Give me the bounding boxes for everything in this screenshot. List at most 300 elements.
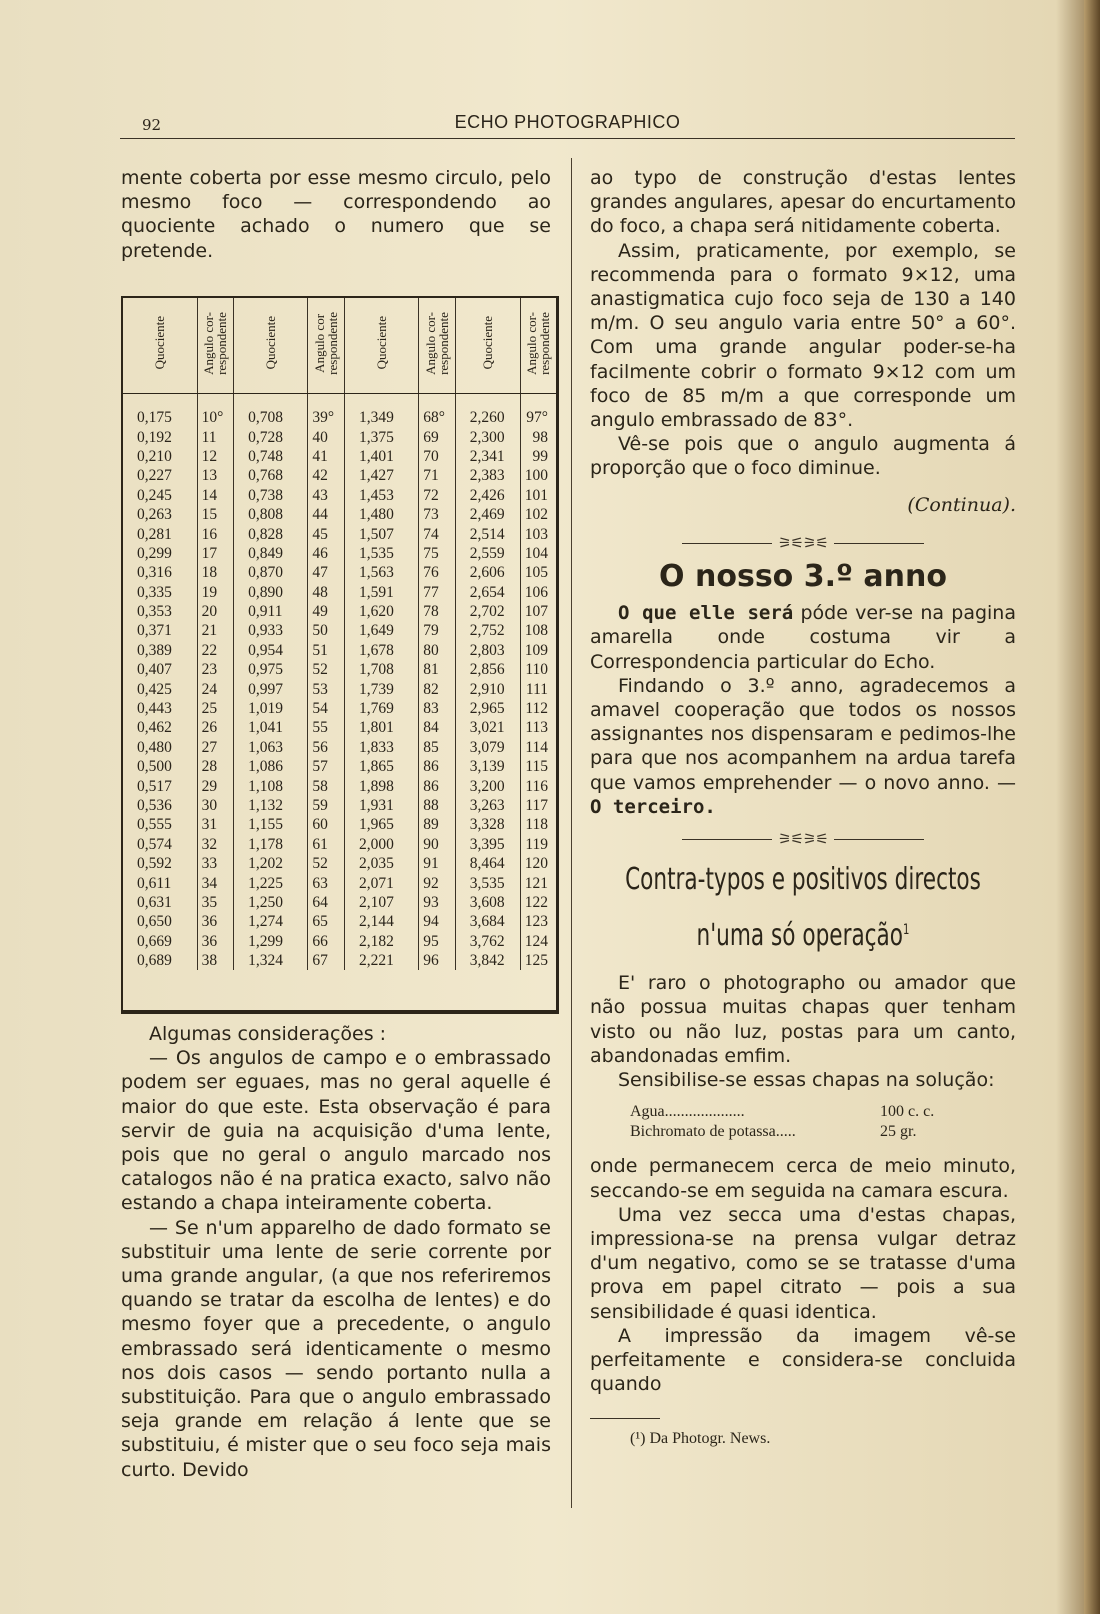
section-signature: O terceiro. xyxy=(590,795,716,818)
angle-cell: 55 xyxy=(308,718,345,737)
angle-cell: 44 xyxy=(308,505,345,524)
quotient-cell: 0,611 xyxy=(123,873,197,892)
quotient-cell: 0,353 xyxy=(123,602,197,621)
quotient-cell: 3,395 xyxy=(455,835,520,854)
quotient-cell: 3,535 xyxy=(455,873,520,892)
quotient-cell: 2,035 xyxy=(344,854,418,873)
angle-cell: 16 xyxy=(197,524,234,543)
angle-cell: 111 xyxy=(525,680,548,698)
table-row xyxy=(123,776,556,795)
table-row xyxy=(123,427,556,446)
angle-cell: 73 xyxy=(419,505,456,524)
table-row xyxy=(123,602,556,621)
quotient-cell: 2,606 xyxy=(455,563,520,582)
angle-cell: 18 xyxy=(197,563,234,582)
angle-cell: 63 xyxy=(308,873,345,892)
angle-cell: 72 xyxy=(419,486,456,505)
angle-cell: 71 xyxy=(419,466,456,485)
angle-cell: 81 xyxy=(419,660,456,679)
column-divider xyxy=(571,158,572,1508)
quotient-cell: 0,389 xyxy=(123,641,197,660)
angle-cell: 79 xyxy=(419,621,456,640)
quotient-cell: 3,263 xyxy=(455,796,520,815)
quotient-cell: 2,182 xyxy=(344,932,418,951)
angle-cell: 38 xyxy=(197,951,234,970)
angle-cell: 17 xyxy=(197,544,234,563)
quotient-cell: 2,000 xyxy=(344,835,418,854)
angle-cell: 121 xyxy=(524,874,548,892)
angle-cell: 105 xyxy=(524,564,548,582)
quotient-cell: 2,559 xyxy=(455,544,520,563)
quotient-cell: 1,401 xyxy=(344,447,418,466)
quotient-cell: 0,849 xyxy=(234,544,308,563)
table-row xyxy=(123,563,556,582)
angle-cell: 94 xyxy=(419,912,456,931)
quotient-cell: 1,801 xyxy=(344,718,418,737)
angle-cell: 54 xyxy=(308,699,345,718)
angle-cell: 118 xyxy=(525,816,548,834)
quotient-cell: 0,462 xyxy=(123,718,197,737)
quotient-cell: 1,769 xyxy=(344,699,418,718)
quotient-cell: 0,669 xyxy=(123,932,197,951)
quotient-cell: 1,931 xyxy=(344,796,418,815)
quotient-cell: 1,649 xyxy=(344,621,418,640)
quotient-cell: 1,833 xyxy=(344,738,418,757)
quotient-cell: 1,132 xyxy=(234,796,308,815)
quotient-cell: 1,086 xyxy=(234,757,308,776)
quotient-cell: 2,965 xyxy=(455,699,520,718)
angle-cell: 52 xyxy=(308,854,345,873)
angle-cell: 78 xyxy=(419,602,456,621)
recipe-item-bichromate: Bichromato de potassa..... 25 gr. xyxy=(630,1123,917,1141)
quotient-cell: 0,708 xyxy=(234,394,308,428)
angle-cell: 26 xyxy=(197,718,234,737)
angle-cell: 113 xyxy=(525,719,548,737)
quotient-cell: 0,299 xyxy=(123,544,197,563)
quotient-cell: 1,375 xyxy=(344,427,418,446)
continua-note: (Continua). xyxy=(907,493,1016,516)
angle-cell: 56 xyxy=(308,738,345,757)
quotient-cell: 0,911 xyxy=(234,602,308,621)
angle-cell: 14 xyxy=(197,486,234,505)
quotient-cell: 2,300 xyxy=(455,427,520,446)
angle-cell: 125 xyxy=(524,952,548,970)
quotient-cell: 1,178 xyxy=(234,835,308,854)
table-row xyxy=(123,796,556,815)
angle-cell: 58 xyxy=(308,776,345,795)
footnote-rule xyxy=(590,1418,660,1419)
quotient-cell: 0,808 xyxy=(234,505,308,524)
angle-cell: 69 xyxy=(419,427,456,446)
table-row xyxy=(123,524,556,543)
quotient-cell: 0,975 xyxy=(234,660,308,679)
quotient-cell: 1,299 xyxy=(234,932,308,951)
quotient-cell: 3,328 xyxy=(455,815,520,834)
quotient-cell: 2,910 xyxy=(455,679,520,698)
table-header-quotient: Quociente xyxy=(344,298,418,394)
angle-cell: 82 xyxy=(419,679,456,698)
table-row xyxy=(123,738,556,757)
table-row xyxy=(123,394,556,428)
table-row xyxy=(123,660,556,679)
quotient-angle-table xyxy=(121,296,559,1014)
angle-cell: 49 xyxy=(308,602,345,621)
angle-cell: 53 xyxy=(308,679,345,698)
left-intro xyxy=(121,166,551,263)
quotient-cell: 2,702 xyxy=(455,602,520,621)
quotient-cell: 0,933 xyxy=(234,621,308,640)
table-row xyxy=(123,932,556,951)
quotient-cell: 0,870 xyxy=(234,563,308,582)
angle-cell: 120 xyxy=(524,855,548,873)
angle-cell: 109 xyxy=(524,641,548,659)
quotient-cell: 0,480 xyxy=(123,738,197,757)
quotient-cell: 1,739 xyxy=(344,679,418,698)
angle-cell: 21 xyxy=(197,621,234,640)
table-row xyxy=(123,912,556,931)
quotient-cell: 3,021 xyxy=(455,718,520,737)
table-row xyxy=(123,951,556,970)
quotient-cell: 1,250 xyxy=(234,893,308,912)
angle-cell: 86 xyxy=(419,757,456,776)
title-footnote-mark: 1 xyxy=(903,922,910,939)
quotient-cell: 0,425 xyxy=(123,679,197,698)
quotient-cell: 0,517 xyxy=(123,776,197,795)
right-column xyxy=(590,166,1016,1452)
footnote: (¹) Da Photogr. News. xyxy=(630,1430,771,1448)
angle-cell: 36 xyxy=(197,912,234,931)
angle-cell: 112 xyxy=(525,700,548,718)
quotient-cell: 0,281 xyxy=(123,524,197,543)
quotient-cell: 0,631 xyxy=(123,893,197,912)
quotient-cell: 1,041 xyxy=(234,718,308,737)
angle-cell: 66 xyxy=(308,932,345,951)
table-row xyxy=(123,679,556,698)
quotient-cell: 0,738 xyxy=(234,486,308,505)
angle-cell: 101 xyxy=(524,486,548,504)
quotient-cell: 0,175 xyxy=(123,394,197,428)
quotient-cell: 0,650 xyxy=(123,912,197,931)
quotient-cell: 0,728 xyxy=(234,427,308,446)
page-number: 92 xyxy=(142,116,162,134)
quotient-cell: 0,954 xyxy=(234,641,308,660)
quotient-cell: 0,592 xyxy=(123,854,197,873)
quotient-cell: 1,108 xyxy=(234,776,308,795)
angle-cell: 84 xyxy=(419,718,456,737)
table-row xyxy=(123,873,556,892)
paragraph-angles: — Os angulos de campo e o embrassado podem ser eguaes, mas no geral aquelle é maior do que este. Esta observação é para servir de guia na acquisição d'uma lente, pois que no geral o angulo marcado nos catalogos não é na pratica exacto, salvo não estando a chapa inteiramente coberta. xyxy=(121,1047,551,1215)
angle-cell: 61 xyxy=(308,835,345,854)
table-header-angle: Angulo cor respondente xyxy=(308,298,345,394)
angle-cell: 97° xyxy=(526,409,548,427)
angle-cell: 47 xyxy=(308,563,345,582)
angle-cell: 76 xyxy=(419,563,456,582)
table-row xyxy=(123,815,556,834)
angle-cell: 31 xyxy=(197,815,234,834)
table-row xyxy=(123,466,556,485)
quotient-cell: 0,245 xyxy=(123,486,197,505)
angle-cell: 64 xyxy=(308,893,345,912)
angle-cell: 77 xyxy=(419,583,456,602)
article-title xyxy=(614,855,993,961)
quotient-cell: 3,762 xyxy=(455,932,520,951)
quotient-cell: 2,469 xyxy=(455,505,520,524)
angle-cell: 60 xyxy=(308,815,345,834)
angle-cell: 43 xyxy=(308,486,345,505)
table-header-row xyxy=(123,298,556,394)
quotient-cell: 2,856 xyxy=(455,660,520,679)
angle-cell: 59 xyxy=(308,796,345,815)
quotient-cell: 1,274 xyxy=(234,912,308,931)
table-row xyxy=(123,893,556,912)
intro-paragraph: mente coberta por esse mesmo circulo, pelo mesmo foco — correspondendo ao quociente achado o numero que se pretende. xyxy=(121,167,551,262)
angle-cell: 115 xyxy=(525,758,548,776)
quotient-cell: 1,965 xyxy=(344,815,418,834)
angle-cell: 119 xyxy=(525,835,548,853)
angle-cell: 29 xyxy=(197,776,234,795)
angle-cell: 40 xyxy=(308,427,345,446)
quotient-cell: 1,563 xyxy=(344,563,418,582)
angle-cell: 57 xyxy=(308,757,345,776)
recipe-list xyxy=(630,1102,1016,1142)
article-paragraph-2: Sensibilise-se essas chapas na solução: xyxy=(618,1069,995,1092)
quotient-cell: 1,453 xyxy=(344,486,418,505)
quotient-cell: 1,898 xyxy=(344,776,418,795)
quotient-cell: 0,263 xyxy=(123,505,197,524)
table-row xyxy=(123,544,556,563)
angle-cell: 34 xyxy=(197,873,234,892)
quotient-cell: 2,654 xyxy=(455,583,520,602)
table-row xyxy=(123,835,556,854)
quotient-cell: 1,708 xyxy=(344,660,418,679)
quotient-cell: 1,507 xyxy=(344,524,418,543)
table-row xyxy=(123,641,556,660)
quotient-cell: 0,371 xyxy=(123,621,197,640)
quotient-cell: 0,536 xyxy=(123,796,197,815)
quotient-cell: 0,192 xyxy=(123,427,197,446)
right-paragraph-3: Vê-se pois que o angulo augmenta á proporção que o foco diminue. xyxy=(590,433,1016,480)
angle-cell: 19 xyxy=(197,583,234,602)
article-paragraph-5: A impressão da imagem vê-se perfeitamente e considera-se concluida quando xyxy=(590,1324,1016,1396)
angle-cell: 42 xyxy=(308,466,345,485)
angle-cell: 68° xyxy=(419,394,456,428)
article-paragraph-1: E' raro o photographo ou amador que não possua muitas chapas quer tenham visto ou não luz, postas para um canto, abandonadas emfim. xyxy=(590,972,1016,1067)
angle-cell: 67 xyxy=(308,951,345,970)
table-header-quotient: Quociente xyxy=(234,298,308,394)
quotient-cell: 0,890 xyxy=(234,583,308,602)
section-paragraph-2: Findando o 3.º anno, agradecemos a amavel cooperação que todos os nossos assignantes nos dispensaram e pedimos-lhe para que nos acompanhem na ardua tarefa que vamos emprehender — o novo anno. — xyxy=(590,674,1016,794)
table-header-angle: Angulo cor- respondente xyxy=(197,298,234,394)
quotient-cell: 0,574 xyxy=(123,835,197,854)
quotient-cell: 2,071 xyxy=(344,873,418,892)
table-body xyxy=(123,394,556,971)
quotient-cell: 1,063 xyxy=(234,738,308,757)
quotient-cell: 8,464 xyxy=(455,854,520,873)
angle-cell: 122 xyxy=(524,893,548,911)
article-paragraph-3: onde permanecem cerca de meio minuto, seccando-se em seguida na camara escura. xyxy=(590,1155,1016,1202)
angle-cell: 30 xyxy=(197,796,234,815)
quotient-cell: 1,324 xyxy=(234,951,308,970)
journal-title: ECHO PHOTOGRAPHICO xyxy=(454,112,681,132)
ornament-divider-2: ⚞⚟⚞⚟ xyxy=(590,827,1016,851)
angle-cell: 12 xyxy=(197,447,234,466)
angle-cell: 52 xyxy=(308,660,345,679)
paragraph-substitution: — Se n'um apparelho de dado formato se substituir uma lente de serie corrente por uma grande angular, (a que nos referiremos quando se tratar da escolha de lentes) e do mesmo foyer que a precedente, o angulo embrassado será identicamente o mesmo nos dois casos — sendo portanto nulla a substituição. Para que o angulo embrassado seja grande em relação á lente que se substituiu, é mister que o seu foco seja mais curto. Devido xyxy=(121,1216,551,1481)
angle-cell: 22 xyxy=(197,641,234,660)
section-title-anniversary: O nosso 3.º anno xyxy=(659,559,947,595)
angle-cell: 41 xyxy=(308,447,345,466)
quotient-cell: 0,689 xyxy=(123,951,197,970)
angle-cell: 83 xyxy=(419,699,456,718)
angle-cell: 65 xyxy=(308,912,345,931)
quotient-cell: 2,383 xyxy=(455,466,520,485)
angle-cell: 23 xyxy=(197,660,234,679)
angle-cell: 110 xyxy=(525,661,548,679)
quotient-cell: 2,144 xyxy=(344,912,418,931)
article-title-line-2: n'uma só operação xyxy=(696,918,904,954)
page-header xyxy=(120,104,1015,139)
table-row xyxy=(123,621,556,640)
angle-cell: 96 xyxy=(419,951,456,970)
angle-cell: 25 xyxy=(197,699,234,718)
angle-cell: 70 xyxy=(419,447,456,466)
article-paragraph-4: Uma vez secca uma d'estas chapas, impressiona-se na prensa vulgar detraz d'um negativo, como se se tratasse d'uma prova em papel citrato — pois a sua sensibilidade é quasi identica. xyxy=(590,1203,1016,1323)
quotient-cell: 2,341 xyxy=(455,447,520,466)
quotient-cell: 3,684 xyxy=(455,912,520,931)
quotient-cell: 1,349 xyxy=(344,394,418,428)
angle-cell: 11 xyxy=(197,427,234,446)
quotient-cell: 0,748 xyxy=(234,447,308,466)
quotient-cell: 0,997 xyxy=(234,679,308,698)
angle-cell: 93 xyxy=(419,893,456,912)
quotient-cell: 1,620 xyxy=(344,602,418,621)
angle-cell: 108 xyxy=(524,622,548,640)
table-row xyxy=(123,699,556,718)
quotient-cell: 0,335 xyxy=(123,583,197,602)
table-row xyxy=(123,718,556,737)
quotient-cell: 2,260 xyxy=(455,394,520,428)
angle-cell: 104 xyxy=(524,544,548,562)
quotient-cell: 0,227 xyxy=(123,466,197,485)
angle-cell: 51 xyxy=(308,641,345,660)
right-paragraph-2: Assim, praticamente, por exemplo, se recommenda para o formato 9×12, uma anastigmatica cujo foco seja de 130 a 140 m/m. O seu angulo varia entre 50° a 60°. Com uma grande angular poder-se-ha facilmente cobrir o formato 9×12 com um foco de 85 m/m a que corresponde um angulo embrassado de 83°. xyxy=(590,239,1016,432)
table-row xyxy=(123,854,556,873)
quotient-cell: 2,752 xyxy=(455,621,520,640)
angle-cell: 13 xyxy=(197,466,234,485)
right-paragraph-1: ao typo de construção d'estas lentes grandes angulares, apesar do encurtamento do foco, a chapa será nitidamente coberta. xyxy=(590,167,1016,238)
table-row xyxy=(123,505,556,524)
angle-cell: 46 xyxy=(308,544,345,563)
table-row xyxy=(123,583,556,602)
angle-cell: 99 xyxy=(532,447,548,465)
quotient-cell: 1,155 xyxy=(234,815,308,834)
angle-cell: 106 xyxy=(524,583,548,601)
article-title-line-1: Contra-typos e positivos directos xyxy=(625,862,981,898)
angle-cell: 92 xyxy=(419,873,456,892)
angle-cell: 114 xyxy=(525,738,548,756)
quotient-cell: 1,225 xyxy=(234,873,308,892)
angle-cell: 15 xyxy=(197,505,234,524)
quotient-cell: 1,202 xyxy=(234,854,308,873)
data-table xyxy=(123,298,556,970)
table-header-angle: Angulo cor- respondente xyxy=(419,298,456,394)
angle-cell: 98 xyxy=(532,428,548,446)
book-spine xyxy=(1084,0,1100,1614)
quotient-cell: 2,426 xyxy=(455,486,520,505)
table-header-angle: Angulo cor- respondente xyxy=(520,298,556,394)
quotient-cell: 0,500 xyxy=(123,757,197,776)
angle-cell: 35 xyxy=(197,893,234,912)
angle-cell: 28 xyxy=(197,757,234,776)
ornament-divider-1: ⚞⚟⚞⚟ xyxy=(590,531,1016,555)
quotient-cell: 3,842 xyxy=(455,951,520,970)
table-row xyxy=(123,447,556,466)
quotient-cell: 1,865 xyxy=(344,757,418,776)
angle-cell: 100 xyxy=(524,467,548,485)
quotient-cell: 1,427 xyxy=(344,466,418,485)
angle-cell: 20 xyxy=(197,602,234,621)
table-row xyxy=(123,757,556,776)
angle-cell: 103 xyxy=(524,525,548,543)
quotient-cell: 0,316 xyxy=(123,563,197,582)
angle-cell: 102 xyxy=(524,506,548,524)
table-header-quotient: Quociente xyxy=(123,298,197,394)
angle-cell: 48 xyxy=(308,583,345,602)
considerations-heading: Algumas considerações : xyxy=(149,1023,387,1045)
quotient-cell: 0,768 xyxy=(234,466,308,485)
quotient-cell: 1,480 xyxy=(344,505,418,524)
quotient-cell: 3,139 xyxy=(455,757,520,776)
recipe-item-water: Agua.................... 100 c. c. xyxy=(630,1103,935,1121)
angle-cell: 91 xyxy=(419,854,456,873)
quotient-cell: 0,407 xyxy=(123,660,197,679)
angle-cell: 123 xyxy=(524,913,548,931)
angle-cell: 124 xyxy=(524,932,548,950)
table-header-quotient: Quociente xyxy=(455,298,520,394)
angle-cell: 27 xyxy=(197,738,234,757)
quotient-cell: 3,200 xyxy=(455,776,520,795)
angle-cell: 80 xyxy=(419,641,456,660)
quotient-cell: 2,107 xyxy=(344,893,418,912)
angle-cell: 36 xyxy=(197,932,234,951)
quotient-cell: 2,221 xyxy=(344,951,418,970)
angle-cell: 90 xyxy=(419,835,456,854)
angle-cell: 117 xyxy=(525,797,548,814)
left-body xyxy=(121,1022,551,1482)
angle-cell: 24 xyxy=(197,679,234,698)
quotient-cell: 1,591 xyxy=(344,583,418,602)
angle-cell: 107 xyxy=(524,603,548,621)
angle-cell: 10° xyxy=(197,394,234,428)
quotient-cell: 0,828 xyxy=(234,524,308,543)
angle-cell: 75 xyxy=(419,544,456,563)
angle-cell: 74 xyxy=(419,524,456,543)
angle-cell: 85 xyxy=(419,738,456,757)
angle-cell: 88 xyxy=(419,796,456,815)
quotient-cell: 3,079 xyxy=(455,738,520,757)
angle-cell: 50 xyxy=(308,621,345,640)
quotient-cell: 1,019 xyxy=(234,699,308,718)
quotient-cell: 2,514 xyxy=(455,524,520,543)
section-lead: O que elle será xyxy=(618,602,794,625)
table-row xyxy=(123,486,556,505)
section-paragraph-1: póde ver-se na pagina amarella onde costuma vir a Correspondencia particular do Echo. xyxy=(590,602,1016,673)
quotient-cell: 0,555 xyxy=(123,815,197,834)
angle-cell: 95 xyxy=(419,932,456,951)
quotient-cell: 2,803 xyxy=(455,641,520,660)
angle-cell: 32 xyxy=(197,835,234,854)
angle-cell: 116 xyxy=(525,777,548,795)
